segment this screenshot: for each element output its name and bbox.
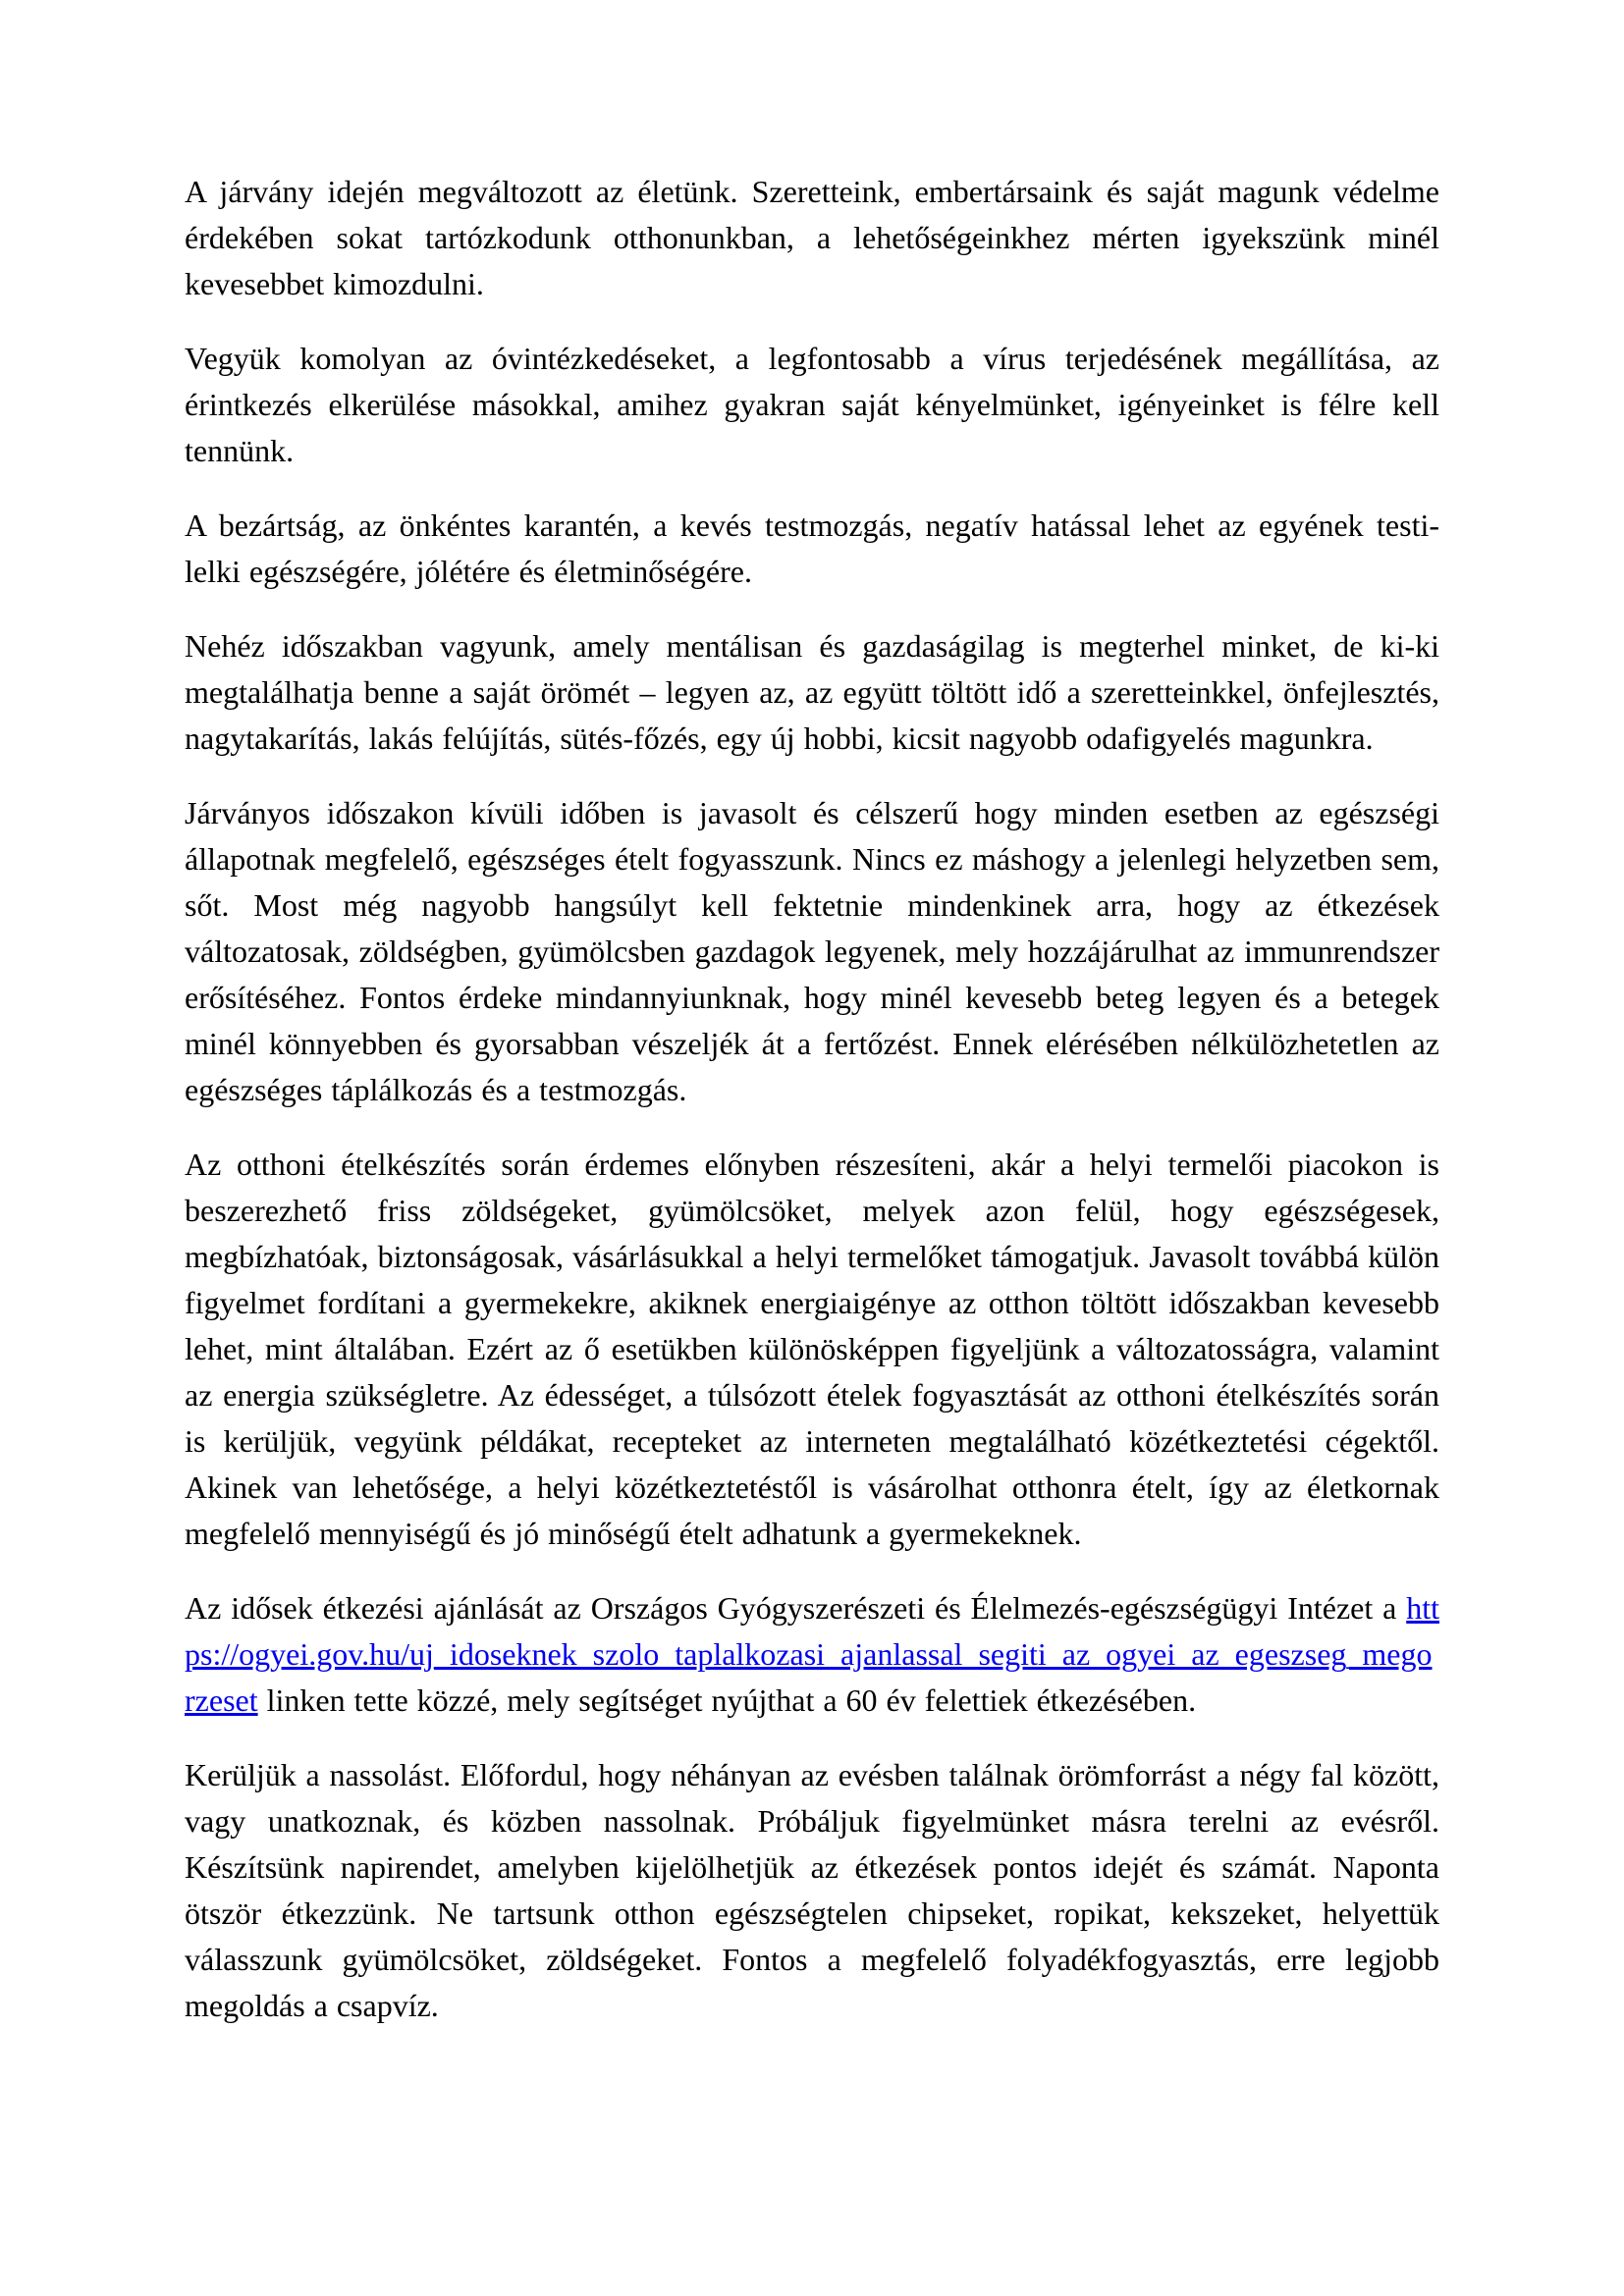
paragraph-elderly-prefix: Az idősek étkezési ajánlását az Országos Gyógyszerészeti és Élelmezés-egészségügyi Intézet a (185, 1590, 1407, 1626)
paragraph-elderly-suffix: linken tette közzé, mely segítséget nyújthat a 60 év felettiek étkezésében. (257, 1682, 1197, 1718)
paragraph-pandemic-life: A járvány idején megváltozott az életünk. Szeretteink, embertársaink és saját magunk védelme érdekében sokat tartózkodunk otthonunkban, a lehetőségeinkhez mérten igyekszünk minél kevesebbet kimozdulni. (185, 174, 1439, 301)
paragraph-healthy-eating: Járványos időszakon kívüli időben is javasolt és célszerű hogy minden esetben az egészségi állapotnak megfelelő, egészséges ételt fogyasszunk. Nincs ez máshogy a jelenlegi helyzetben sem, sőt. Most még nagyobb hangsúlyt kell fektetnie mindenkinek arra, hogy az étkezések változatosak, zöldségben, gyümölcsben gazdagok legyenek, mely hozzájárulhat az immunrendszer erősítéséhez. Fontos érdeke mindannyiunknak, hogy minél kevesebb beteg legyen és a betegek minél könnyebben és gyorsabban vészeljék át a fertőzést. Ennek elérésében nélkülözhetetlen az egészséges táplálkozás és a testmozgás. (185, 795, 1439, 1107)
paragraph-hard-times: Nehéz időszakban vagyunk, amely mentálisan és gazdaságilag is megterhel minket, de ki-ki megtalálhatja benne a saját örömét – legyen az, az együtt töltött idő a szeretteinkkel, önfejlesztés, nagytakarítás, lakás felújítás, sütés-főzés, egy új hobbi, kicsit nagyobb odafigyelés magunkra. (185, 628, 1439, 756)
paragraph-snacking: Kerüljük a nassolást. Előfordul, hogy néhányan az evésben találnak örömforrást a négy fal között, vagy unatkoznak, és közben nassolnak. Próbáljuk figyelmünket másra terelni az evésről. Készítsünk napirendet, amelyben kijelölhetjük az étkezések pontos idejét és számát. Naponta ötször étkezzünk. Ne tartsunk otthon egészségtelen chipseket, ropikat, kekszeket, helyettük válasszunk gyümölcsöket, zöldségeket. Fontos a megfelelő folyadékfogyasztás, erre legjobb megoldás a csapvíz. (185, 1757, 1439, 2023)
ogyei-hyperlink[interactable]: https://ogyei.gov.hu/uj_idoseknek_szolo_taplalkozasi_ajanlassal_segiti_az_ogyei_az_egeszseg_megorzeset (185, 1590, 1439, 1718)
paragraph-home-cooking: Az otthoni ételkészítés során érdemes előnyben részesíteni, akár a helyi termelői piacokon is beszerezhető friss zöldségeket, gyümölcsöket, melyek azon felül, hogy egészségesek, megbízhatóak, biztonságosak, vásárlásukkal a helyi termelőket támogatjuk. Javasolt továbbá külön figyelmet fordítani a gyermekekre, akiknek energiaigénye az otthon töltött időszakban kevesebb lehet, mint általában. Ezért az ő esetükben különösképpen figyeljünk a változatosságra, valamint az energia szükségletre. Az édességet, a túlsózott ételek fogyasztását az otthoni ételkészítés során is kerüljük, vegyünk példákat, recepteket az interneten megtalálható közétkeztetési cégektől. Akinek van lehetősége, a helyi közétkeztetéstől is vásárolhat otthonra ételt, így az életkornak megfelelő mennyiségű és jó minőségű ételt adhatunk a gyermekeknek. (185, 1147, 1439, 1551)
paragraph-precautions: Vegyük komolyan az óvintézkedéseket, a legfontosabb a vírus terjedésének megállítása, az érintkezés elkerülése másokkal, amihez gyakran saját kényelmünket, igényeinket is félre kell tennünk. (185, 341, 1439, 468)
document-body (185, 169, 1439, 2057)
paragraph-elderly-recommendation (185, 1585, 1439, 1724)
paragraph-quarantine-effects: A bezártság, az önkéntes karantén, a kevés testmozgás, negatív hatással lehet az egyének testi-lelki egészségére, jólétére és életminőségére. (185, 507, 1439, 589)
